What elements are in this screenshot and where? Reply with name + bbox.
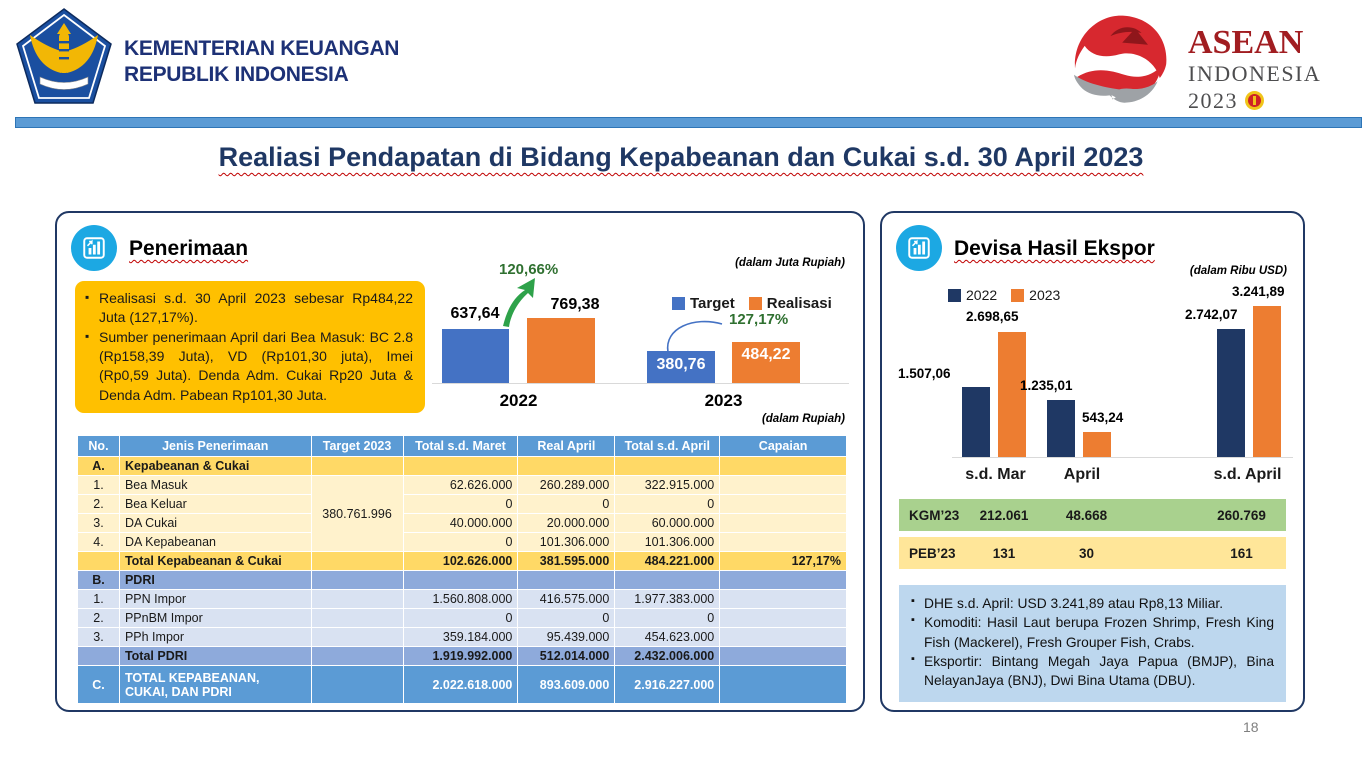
table-row: 1. Bea Masuk 380.761.996 62.626.000 260.289.000 322.915.000 (78, 476, 847, 495)
kemenkeu-logo (14, 6, 114, 108)
note-bullet: ▪ DHE s.d. April: USD 3.241,89 atau Rp8,13 Miliar. (911, 594, 1274, 613)
table-row: 4. DA Kepabeanan 0 101.306.000 101.306.000 (78, 533, 847, 552)
header-divider-bar (15, 117, 1362, 128)
penerimaan-panel (55, 211, 865, 712)
category-sd-april: s.d. April (1213, 466, 1282, 483)
bar-sdapril-2023 (1253, 306, 1281, 457)
bar-april-2023 (1083, 432, 1111, 457)
devisa-title: Devisa Hasil Ekspor (954, 237, 1155, 260)
asean-word: ASEAN (1188, 24, 1304, 61)
bar-value-label: 484,22 (741, 346, 791, 363)
legend-swatch-realisasi (749, 297, 762, 310)
table-row: 3. PPh Impor 359.184.000 95.439.000 454.623.000 (78, 628, 847, 647)
kgm-value: 212.061 (979, 507, 1029, 523)
bar-chart-icon (71, 225, 117, 271)
kgm-row (899, 499, 1286, 531)
ministry-line1: KEMENTERIAN KEUANGAN (124, 37, 400, 60)
devisa-panel (880, 211, 1305, 712)
table-row: A. Kepabeanan & Cukai (78, 457, 847, 476)
peb-label: PEB’23 (909, 545, 956, 561)
legend-swatch-2022 (948, 289, 961, 302)
asean-emblem-icon (1245, 91, 1264, 110)
penerimaan-callout (75, 281, 425, 413)
growth-2023-label: 127,17% (729, 311, 789, 328)
unit-label-juta-rupiah: (dalam Juta Rupiah) (735, 257, 845, 269)
bar-value-label: 1.235,01 (1020, 378, 1073, 393)
chart1-legend (672, 295, 832, 312)
table-row: 1. PPN Impor 1.560.808.000 416.575.000 1.977.383.000 (78, 590, 847, 609)
kgm-value: 260.769 (1217, 507, 1266, 523)
bar-sdmar-2022 (962, 387, 990, 457)
penerimaan-title: Penerimaan (129, 237, 249, 260)
note-bullet: ▪ Eksportir: Bintang Megah Jaya Papua (BMJP), Bina NelayanJaya (BNJ), Dwi Bina Utama (DBU). (911, 652, 1274, 691)
chart2-axis (952, 457, 1293, 458)
legend-label-2022: 2022 (966, 287, 998, 303)
growth-arrow-icon (497, 276, 543, 328)
bar-value-label: 380,76 (656, 356, 706, 373)
table-header-row: No. Jenis Penerimaan Target 2023 Total s.d. Maret Real April Total s.d. April Capaian (78, 436, 847, 457)
note-bullet: ▪ Komoditi: Hasil Laut berupa Frozen Shrimp, Fresh King Fish (Mackerel), Fresh Grouper Fish, Crabs. (911, 613, 1274, 652)
table-grand-total-row: C. TOTAL KEPABEANAN, CUKAI, DAN PDRI 2.022.618.000 893.609.000 2.916.227.000 (78, 666, 847, 704)
unit-label-rupiah: (dalam Rupiah) (761, 413, 845, 425)
bar-sdmar-2023 (998, 332, 1026, 457)
table-row: B. PDRI (78, 571, 847, 590)
asean-2023-wordmark (1188, 26, 1321, 114)
legend-label-target: Target (690, 295, 735, 312)
table-total-row: Total PDRI 1.919.992.000 512.014.000 2.432.006.000 (78, 647, 847, 666)
table-row: 3. DA Cukai 40.000.000 20.000.000 60.000.000 (78, 514, 847, 533)
legend-label-2023: 2023 (1029, 287, 1061, 303)
table-row: 2. PPnBM Impor 0 0 0 (78, 609, 847, 628)
bar-value-label: 1.507,06 (898, 366, 951, 381)
legend-swatch-target (672, 297, 685, 310)
legend-label-realisasi: Realisasi (766, 295, 832, 312)
bar-value-label: 769,38 (550, 296, 600, 313)
penerimaan-table (77, 435, 847, 704)
callout-bullet: ▪ Sumber penerimaan April dari Bea Masuk: BC 2.8 (Rp158,39 Juta), VD (Rp101,30 juta), Imei (Rp0,59 Juta). Denda Adm. Cukai Rp20 Juta & Denda Adm. Pabean Rp101,30 Juta. (85, 328, 413, 405)
kgm-label: KGM’23 (909, 507, 960, 523)
legend-swatch-2023 (1011, 289, 1024, 302)
bar-value-label: 543,24 (1082, 410, 1124, 425)
slide-title: Realiasi Pendapatan di Bidang Kepabeanan dan Cukai s.d. 30 April 2023 (218, 142, 1144, 172)
bar-value-label: 3.241,89 (1232, 284, 1285, 299)
category-2023: 2023 (704, 391, 743, 410)
bar-2022-target (442, 329, 509, 383)
peb-row (899, 537, 1286, 569)
bar-value-label: 637,64 (450, 305, 500, 322)
table-total-row: Total Kepabeanan & Cukai 102.626.000 381.595.000 484.221.000 127,17% (78, 552, 847, 571)
target-2023-merged-cell: 380.761.996 (311, 476, 403, 552)
peb-value: 161 (1230, 545, 1253, 561)
peb-value: 131 (992, 545, 1016, 561)
kgm-value: 48.668 (1065, 507, 1108, 523)
table-row: 2. Bea Keluar 0 0 0 (78, 495, 847, 514)
ministry-line2: REPUBLIK INDONESIA (124, 62, 349, 86)
bar-chart-icon (896, 225, 942, 271)
peb-value: 30 (1078, 545, 1095, 561)
callout-curve-icon (660, 314, 732, 354)
bar-sdapril-2022 (1217, 329, 1245, 457)
bar-april-2022 (1047, 400, 1075, 457)
page-number: 18 (1243, 719, 1259, 735)
chart1-axis (432, 383, 849, 384)
ministry-name (124, 36, 399, 87)
bar-value-label: 2.698,65 (966, 309, 1019, 324)
category-sd-mar: s.d. Mar (965, 466, 1026, 483)
devisa-notes (899, 585, 1286, 702)
category-2022: 2022 (499, 391, 538, 410)
asean-2023-logo-icon (1060, 4, 1178, 122)
chart2-legend (948, 287, 1060, 303)
category-april: April (1063, 466, 1101, 483)
callout-bullet: ▪ Realisasi s.d. 30 April 2023 sebesar Rp484,22 Juta (127,17%). (85, 289, 413, 328)
growth-2022-label: 120,66% (499, 261, 559, 278)
bar-value-label: 2.742,07 (1185, 307, 1238, 322)
unit-label-ribu-usd: (dalam Ribu USD) (1189, 265, 1287, 277)
asean-indonesia-word: INDONESIA (1188, 61, 1322, 86)
asean-year: 2023 (1188, 88, 1321, 114)
